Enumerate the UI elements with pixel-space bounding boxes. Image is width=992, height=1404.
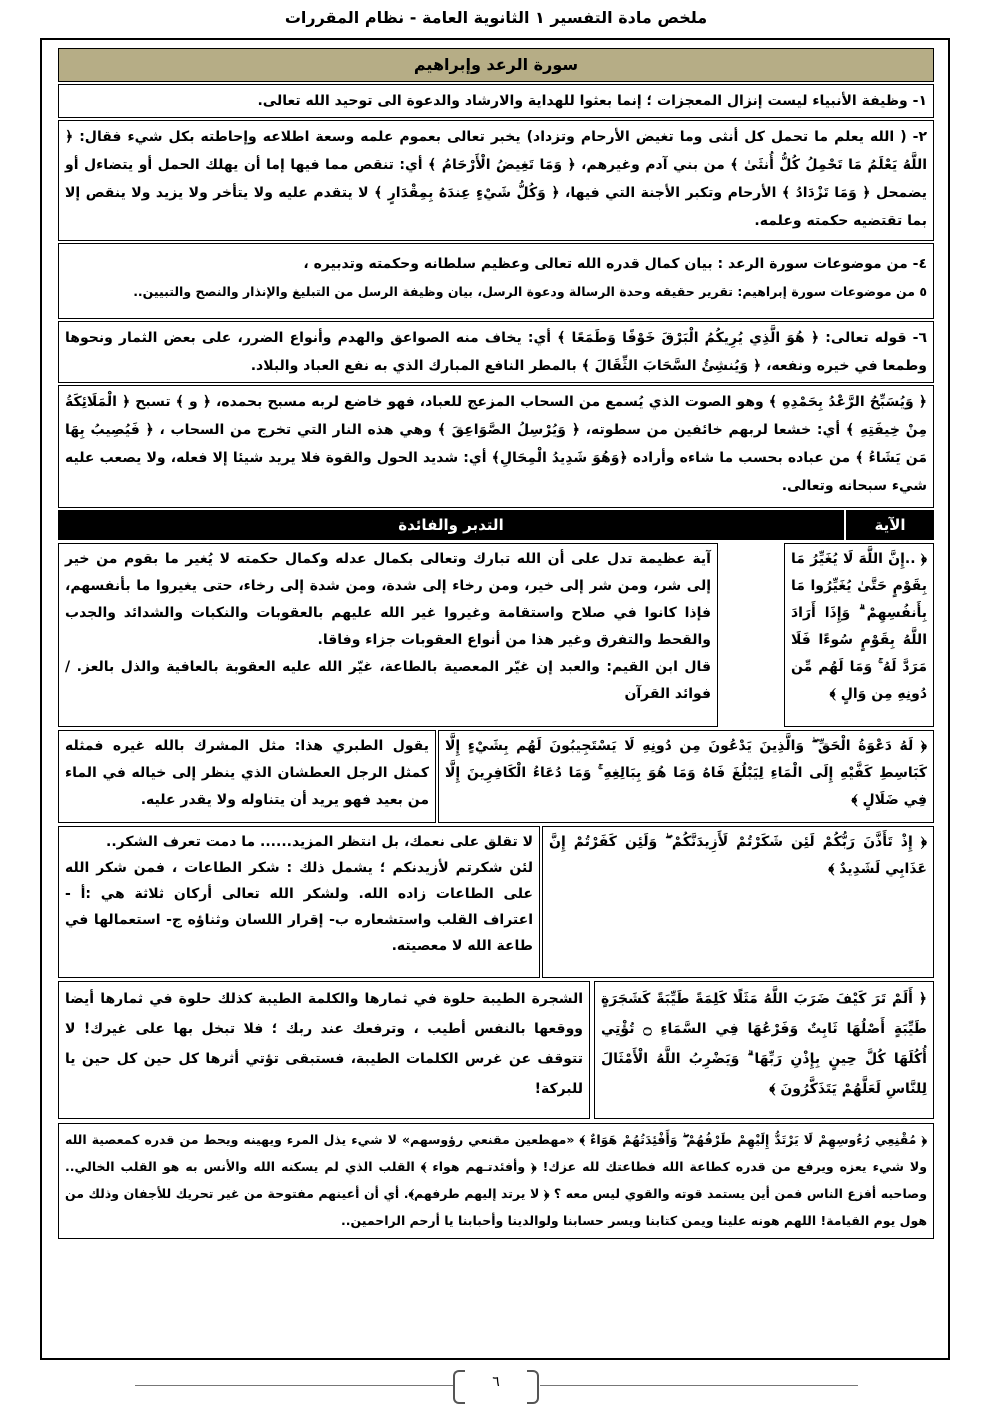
footer-line-right [540, 1385, 858, 1386]
reflection-cell [58, 543, 718, 727]
table-row [58, 826, 934, 978]
section-title: سورة الرعد وإبراهيم [58, 48, 934, 82]
page-footer [0, 1368, 992, 1402]
document-header: ملخص مادة التفسير ١ الثانوية العامة - نظام المقررات [284, 8, 708, 27]
verse-text: ﴿ أَلَمْ تَرَ كَيْفَ ضَرَبَ اللَّهُ مَثَلًا كَلِمَةً طَيِّبَةً كَشَجَرَةٍ طَيِّبَةٍ أَصْلُهَا ثَابِتٌ وَفَرْعُهَا فِي السَّمَاءِ ۝ تُؤْتِي أُكُلَهَا كُلَّ حِينٍ بِإِذْنِ رَبِّهَا ۗ وَيَضْرِبُ اللَّهُ الْأَمْثَالَ لِلنَّاسِ لَعَلَّهُمْ يَتَذَكَّرُونَ ﴾ [601, 991, 927, 1097]
verse-cell [438, 730, 934, 823]
table-row [58, 543, 934, 727]
table-header-reflection: التدبر والفائدة [58, 510, 846, 540]
table-row [58, 981, 934, 1119]
page-number: ٦ [492, 1374, 500, 1390]
reflection-text: يقول الطبري هذا: مثل المشرك بالله غيره فمثله كمثل الرجل العطشان الذي ينظر إلى خياله في الماء من بعيد فهو يريد أن يتناوله ولا يقدر عليه. [65, 738, 429, 808]
closing-box [58, 1123, 934, 1239]
point-5-text: ٥ من موضوعات سورة إبراهيم: تقرير حقيقه وحدة الرسالة ودعوة الرسل، بيان وظيفة الرسل من التبليغ والإنذار والنصح والتبيين.. [133, 284, 927, 299]
reflection-cell [58, 826, 540, 978]
reflection-cell [58, 981, 590, 1119]
point-7-text: ﴿ وَيُسَبِّحُ الرَّعْدُ بِحَمْدِهِ ﴾ وهو الصوت الذي يُسمع من السحاب المزعج للعباد، فهو خاضع لربه مسبح بحمده، ﴿ و ﴾ تسبح ﴿ الْمَلَائِكَةُ مِنْ خِيفَتِهِ ﴾ أي: خشعا لربهم خائفين من سطوته، ﴿ وَيُرْسِلُ الصَّوَاعِقَ ﴾ وهي هذه النار التي تخرج من السحاب ، ﴿ فَيُصِيبُ بِهَا مَن يَشَاءُ ﴾ من عباده بحسب ما شاءه وأراده ﴿وَهُوَ شَدِيدُ الْمِحَالِ﴾ أي: شديد الحول والقوة فلا يريد شيئا إلا فعله، ولا يصعب عليه شيء سبحانه وتعالى. [65, 394, 927, 494]
reflection-text: الشجرة الطيبة حلوة في ثمارها والكلمة الطيبة كذلك حلوة في ثمارها أيضا ووقعها بالنفس أطيب ، وترفعك عند ربك ؛ فلا تبخل بها على غيرك! لا تتوقف عن غرس الكلمات الطيبة، فستبقى تؤتي أثرها كل حين كل حين يا للبركة! [65, 991, 583, 1097]
point-1-text: ١- وظيفة الأنبياء ليست إنزال المعجزات ؛ إنما بعثوا للهداية والارشاد والدعوة الى توحيد الله تعالى. [257, 93, 927, 109]
verse-cell [594, 981, 934, 1119]
footer-bracket-right [527, 1370, 539, 1404]
closing-text: ﴿ مُقْنِعِي رُءُوسِهِمْ لَا يَرْتَدُّ إِلَيْهِمْ طَرْفُهُمْ ۖ وَأَفْئِدَتُهُمْ هَوَاءٌ ﴾ «مهطعين مقنعي رؤوسهم» لا شيء يذل المرء ويهينه ويحط من قدره كمعصية الله ولا شيء يعزه ويرفع من قدره كطاعة الله فطاعتك لله عزك! ﴿ وأفئدتـهم هواء ﴾ القلب الذي لم يسكنه الله والأنس به هو القلب الخالي.. وصاحبه أفزع الناس فمن أين يستمد قوته والقوي ليس معه ؟ ﴿ لا يرتد إليهم طرفهم﴾. أي أن أعينهم مفتوحة من غير تحريك للأجفان وذلك من هول يوم القيامة! اللهم هونه علينا ويمن كتابنا ويسر حسابنا ولوالدينا وأحبابنا يا أرحم الراحمين.. [65, 1132, 927, 1228]
point-7 [58, 385, 934, 508]
reflection-text: لئن شكرتم لأزيدنكم ؛ يشمل ذلك : شكر الطاعات ، فمن شكر الله على الطاعات زاده الله. ولشكر الله تعالى أركان ثلاثة هي :أ - اعتراف القلب واستشعاره ب- إقرار اللسان وثناؤه ج- استعمالها في طاعة الله لا معصيته. [65, 860, 533, 954]
point-4-text: ٤- من موضوعات سورة الرعد : بيان كمال قدره الله تعالى وعظيم سلطانه وحكمته وتدبيره ، [303, 256, 927, 272]
reflection-cell [58, 730, 436, 823]
point-6 [58, 321, 934, 383]
point-6-text: ٦- قوله تعالى: ﴿ هُوَ الَّذِي يُرِيكُمُ الْبَرْقَ خَوْفًا وَطَمَعًا ﴾ أي: يخاف منه الصواعق والهدم وأنواع الضرر، على بعض الثمار ونحوها وطمعا في خيره ونفعه، ﴿ وَيُنشِئُ السَّحَابَ الثِّقَالَ ﴾ بالمطر النافع المبارك الذي به نفع العباد والبلاد. [65, 330, 927, 374]
verse-cell [784, 543, 934, 727]
verse-text: ﴿ لَهُ دَعْوَةُ الْحَقِّ ۖ وَالَّذِينَ يَدْعُونَ مِن دُونِهِ لَا يَسْتَجِيبُونَ لَهُم بِشَيْءٍ إِلَّا كَبَاسِطِ كَفَّيْهِ إِلَى الْمَاءِ لِيَبْلُغَ فَاهُ وَمَا هُوَ بِبَالِغِهِ ۚ وَمَا دُعَاءُ الْكَافِرِينَ إِلَّا فِي ضَلَالٍ ﴾ [445, 738, 927, 808]
verse-text: ﴿ إِذْ تَأَذَّنَ رَبُّكُمْ لَئِن شَكَرْتُمْ لَأَزِيدَنَّكُمْ ۖ وَلَئِن كَفَرْتُمْ إِنَّ عَذَابِي لَشَدِيدٌ ﴾ [549, 834, 927, 877]
verse-text: ﴿ ..إِنَّ اللَّهَ لَا يُغَيِّرُ مَا بِقَوْمٍ حَتَّىٰ يُغَيِّرُوا مَا بِأَنفُسِهِمْ ۗ وَإِذَا أَرَادَ اللَّهُ بِقَوْمٍ سُوءًا فَلَا مَرَدَّ لَهُ ۚ وَمَا لَهُم مِّن دُونِهِ مِن وَالٍ ﴾ [791, 551, 927, 702]
verse-cell [542, 826, 934, 978]
point-1 [58, 84, 934, 118]
reflection-quote: قال ابن القيم: والعبد إن غيّر المعصية بالطاعة، غيّر الله عليه العقوبة بالعافية والذل بالعز. / فوائد القرآن [65, 659, 711, 702]
table-header [58, 510, 934, 540]
reflection-line: لا تقلق على نعمك، بل انتظر المزيد...... ما دمت تعرف الشكر.. [106, 834, 533, 850]
table-row [58, 730, 934, 823]
point-2 [58, 120, 934, 241]
reflection-text: آية عظيمة تدل على أن الله تبارك وتعالى بكمال عدله وكمال حكمته لا يُغير ما بقوم من خير إلى شر، ومن شر إلى خير، ومن رخاء إلى شدة، ومن شدة إلى رخاء، حتى يغيروا ما بأنفسهم، فإذا كانوا في صلاح واستقامة وغيروا غير الله عليهم بالعقوبات والنكبات والشدائد والجدب والقحط والتفرق وغير هذا من أنواع العقوبات جزاء وفاقا. [65, 551, 711, 648]
table-header-verse: الآية [874, 516, 906, 534]
content-area [58, 48, 934, 1239]
point-2-text: ٢- ( الله يعلم ما تحمل كل أنثى وما تغيض الأرحام وتزداد) يخبر تعالى بعموم علمه وسعة اطلاعه وإحاطته بكل شيء فقال: ﴿ اللَّهُ يَعْلَمُ مَا تَحْمِلُ كُلُّ أُنثَىٰ ﴾ من بني آدم وغيرهم، ﴿ وَمَا تَغِيضُ الْأَرْحَامُ ﴾ أي: تنقص مما فيها إما أن يهلك الحمل أو يتضاءل أو يضمحل ﴿ وَمَا تَزْدَادُ ﴾ الأرحام وتكبر الأجنة التي فيها، ﴿ وَكُلُّ شَيْءٍ عِندَهُ بِمِقْدَارٍ ﴾ لا يتقدم عليه ولا يتأخر ولا يزيد ولا ينقص إلا بما تقتضيه حكمته وعلمه. [65, 129, 927, 229]
point-4-5 [58, 243, 934, 319]
